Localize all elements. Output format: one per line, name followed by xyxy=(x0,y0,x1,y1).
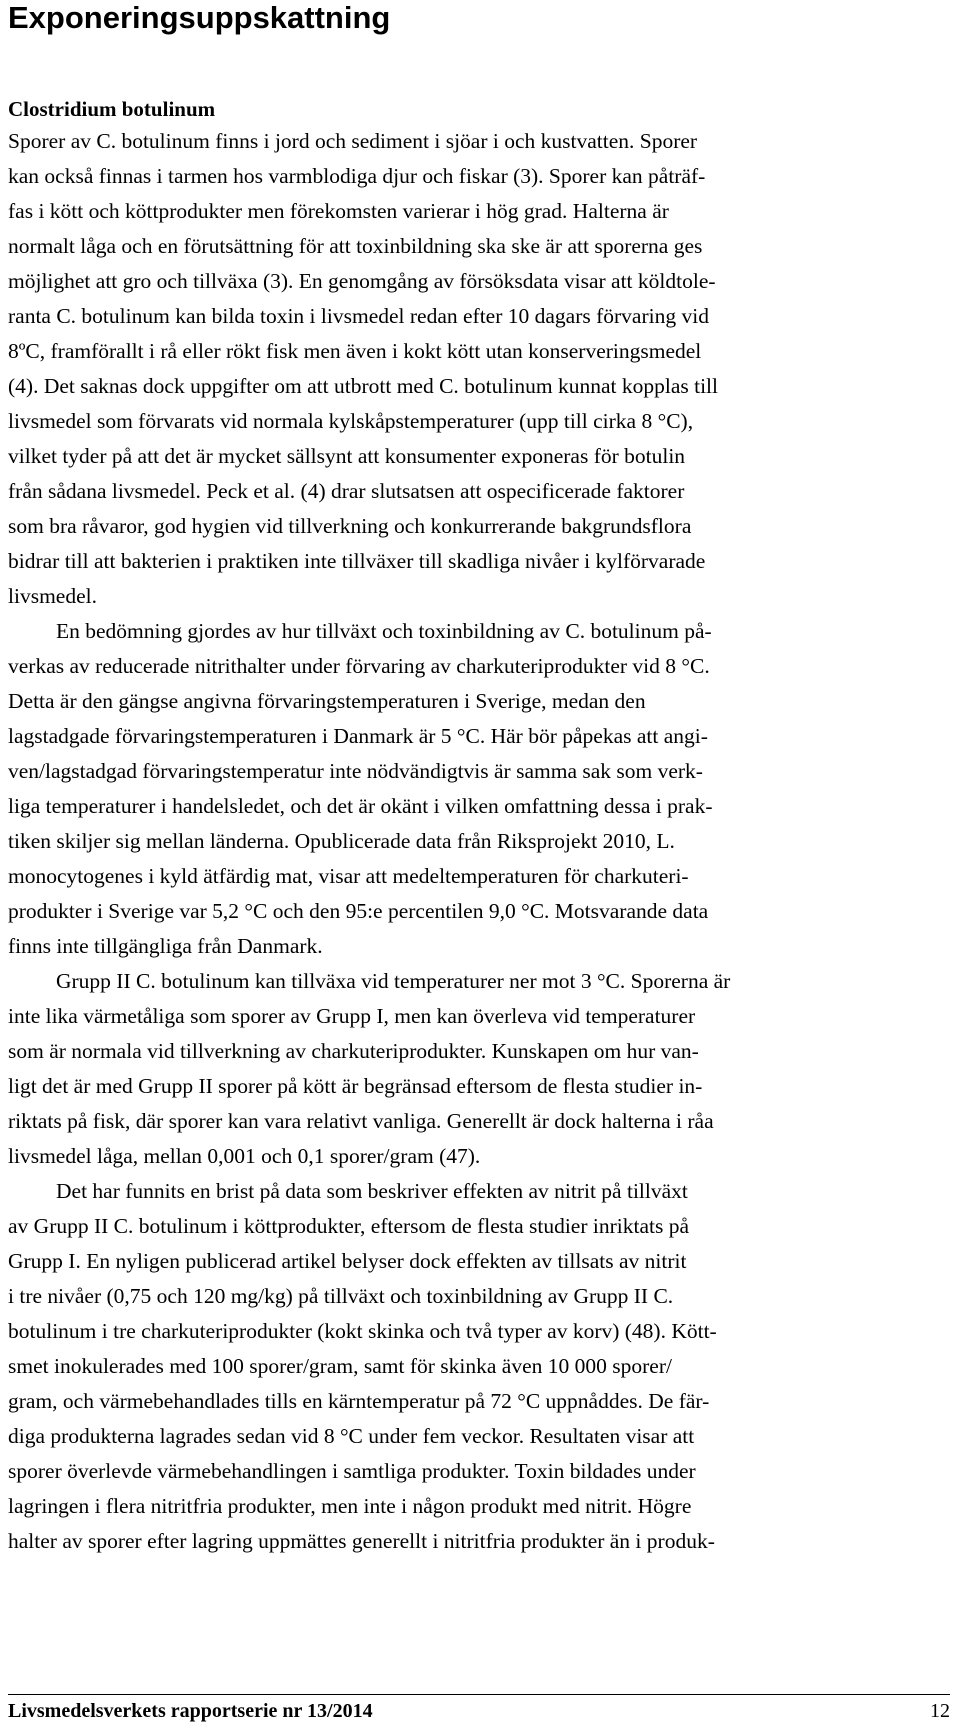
text-line: (4). Det saknas dock uppgifter om att utbrott med C. botulinum kunnat kopplas till xyxy=(8,374,718,398)
page-heading: Exponeringsuppskattning xyxy=(8,0,391,35)
text-line: tiken skiljer sig mellan länderna. Opublicerade data från Riksprojekt 2010, L. xyxy=(8,829,675,853)
text-line: lagstadgade förvaringstemperaturen i Danmark är 5 °C. Här bör påpekas att angi- xyxy=(8,724,708,748)
text-line: i tre nivåer (0,75 och 120 mg/kg) på tillväxt och toxinbildning av Grupp II C. xyxy=(8,1284,674,1308)
text-line: sporer överlevde värmebehandlingen i samtliga produkter. Toxin bildades under xyxy=(8,1459,696,1483)
section-subheading: Clostridium botulinum xyxy=(8,97,216,121)
text-line: verkas av reducerade nitrithalter under förvaring av charkuteriprodukter vid 8 °C. xyxy=(8,654,710,678)
text-line: som är normala vid tillverkning av charkuteriprodukter. Kunskapen om hur van- xyxy=(8,1039,699,1063)
text-line: bidrar till att bakterien i praktiken inte tillväxer till skadliga nivåer i kylförvarade xyxy=(8,549,706,573)
footer-title: Livsmedelsverkets rapportserie nr 13/2014 xyxy=(8,1700,373,1722)
text-line: 8ºC, framförallt i rå eller rökt fisk men även i kokt kött utan konserveringsmedel xyxy=(8,339,702,363)
page-footer xyxy=(8,1694,950,1725)
text-line: av Grupp II C. botulinum i köttprodukter, eftersom de flesta studier inriktats på xyxy=(8,1214,690,1238)
text-line: från sådana livsmedel. Peck et al. (4) drar slutsatsen att ospecificerade faktorer xyxy=(8,479,685,503)
text-line: vilket tyder på att det är mycket sällsynt att konsumenter exponeras för botulin xyxy=(8,444,686,468)
text-line: Grupp I. En nyligen publicerad artikel belyser dock effekten av tillsats av nitrit xyxy=(8,1249,687,1273)
text-line: ligt det är med Grupp II sporer på kött är begränsad eftersom de flesta studier in- xyxy=(8,1074,703,1098)
text-line: finns inte tillgängliga från Danmark. xyxy=(8,934,323,958)
text-line: normalt låga och en förutsättning för att toxinbildning ska ske är att sporerna ges xyxy=(8,234,703,258)
text-line: ranta C. botulinum kan bilda toxin i livsmedel redan efter 10 dagars förvaring vid xyxy=(8,304,709,328)
text-line: liga temperaturer i handelsledet, och det är okänt i vilken omfattning dessa i prak- xyxy=(8,794,713,818)
text-line: inte lika värmetåliga som sporer av Grupp I, men kan överleva vid temperaturer xyxy=(8,1004,696,1028)
text-line: botulinum i tre charkuteriprodukter (kokt skinka och två typer av korv) (48). Kött- xyxy=(8,1319,717,1343)
text-line: Sporer av C. botulinum finns i jord och sediment i sjöar i och kustvatten. Sporer xyxy=(8,129,698,153)
text-line: fas i kött och köttprodukter men förekomsten varierar i hög grad. Halterna är xyxy=(8,199,669,223)
text-line: Detta är den gängse angivna förvaringstemperaturen i Sverige, medan den xyxy=(8,689,646,713)
text-line: livsmedel. xyxy=(8,584,97,608)
text-line: möjlighet att gro och tillväxa (3). En genomgång av försöksdata visar att köldtole- xyxy=(8,269,716,293)
text-line: livsmedel som förvarats vid normala kylskåpstemperaturer (upp till cirka 8 °C), xyxy=(8,409,694,433)
text-line: diga produkterna lagrades sedan vid 8 °C under fem veckor. Resultaten visar att xyxy=(8,1424,695,1448)
text-line: halter av sporer efter lagring uppmättes generellt i nitritfria produkter än i produk- xyxy=(8,1529,715,1553)
text-line: lagringen i flera nitritfria produkter, men inte i någon produkt med nitrit. Högre xyxy=(8,1494,692,1518)
text-line: kan också finnas i tarmen hos varmblodiga djur och fiskar (3). Sporer kan påträf- xyxy=(8,164,706,188)
page-number: 12 xyxy=(930,1700,950,1722)
text-line: monocytogenes i kyld ätfärdig mat, visar att medeltemperaturen för charkuteri- xyxy=(8,864,689,888)
text-line: smet inokulerades med 100 sporer/gram, samt för skinka även 10 000 sporer/ xyxy=(8,1354,672,1378)
text-line: produkter i Sverige var 5,2 °C och den 95:e percentilen 9,0 °C. Motsvarande data xyxy=(8,899,709,923)
text-line: ven/lagstadgad förvaringstemperatur inte nödvändigtvis är samma sak som verk- xyxy=(8,759,703,783)
text-line: Det har funnits en brist på data som beskriver effekten av nitrit på tillväxt xyxy=(56,1179,688,1203)
text-line: livsmedel låga, mellan 0,001 och 0,1 sporer/gram (47). xyxy=(8,1144,481,1168)
text-line: En bedömning gjordes av hur tillväxt och toxinbildning av C. botulinum på- xyxy=(56,619,712,643)
text-line: gram, och värmebehandlades tills en kärntemperatur på 72 °C uppnåddes. De fär- xyxy=(8,1389,710,1413)
text-line: som bra råvaror, god hygien vid tillverkning och konkurrerande bakgrundsflora xyxy=(8,514,692,538)
text-line: riktats på fisk, där sporer kan vara relativt vanliga. Generellt är dock halterna i råa xyxy=(8,1109,714,1133)
text-line: Grupp II C. botulinum kan tillväxa vid temperaturer ner mot 3 °C. Sporerna är xyxy=(56,969,731,993)
body-text xyxy=(8,124,954,1559)
